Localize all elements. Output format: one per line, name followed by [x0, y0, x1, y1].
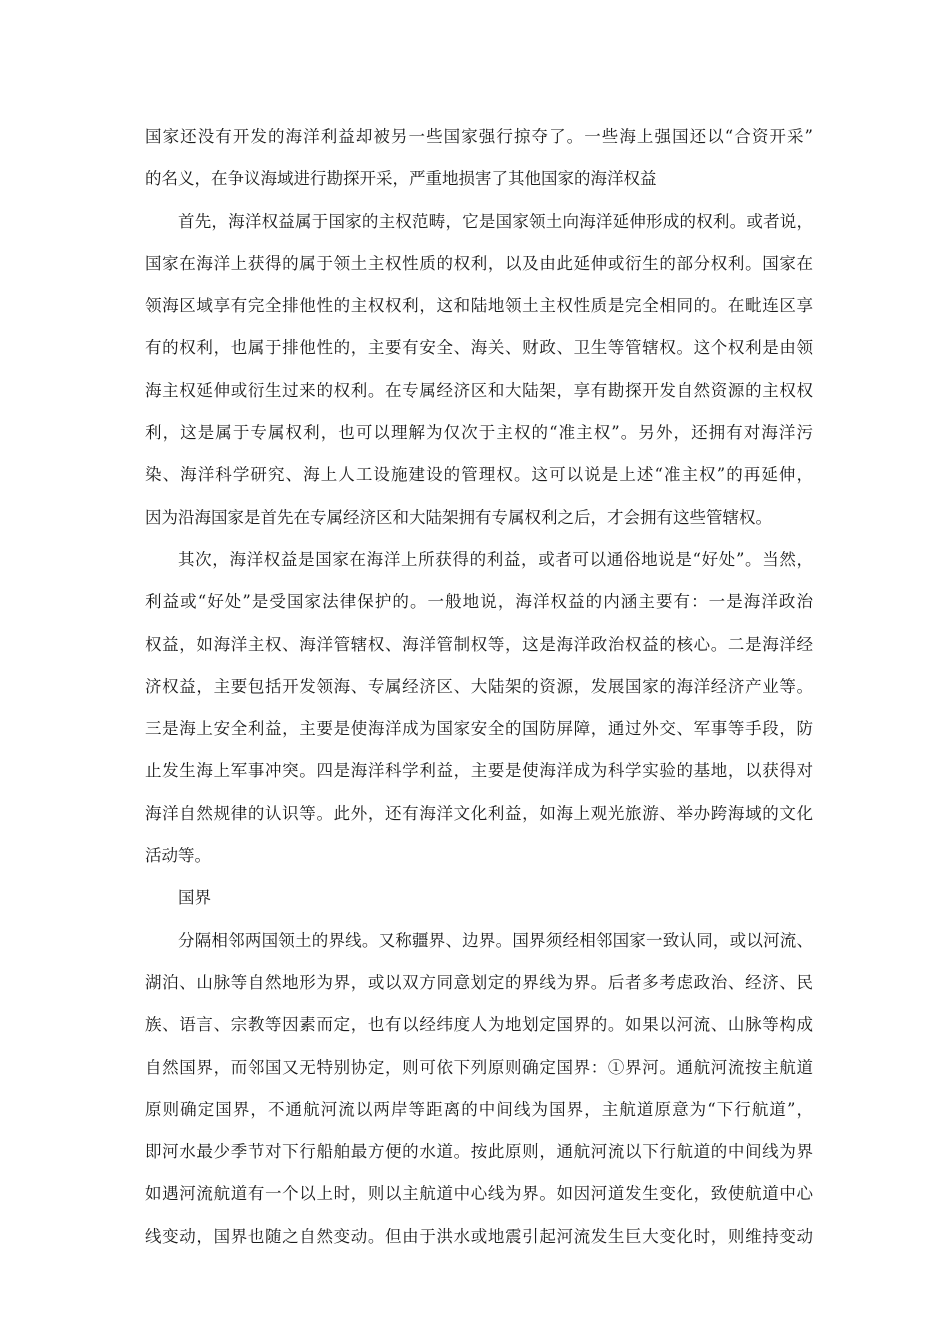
section-heading: 国界: [178, 888, 211, 908]
paragraph-4-line-4: 自然国界，而邻国又无特别协定，则可依下列原则确定国界：①界河。通航河流按主航道: [145, 1057, 813, 1077]
paragraph-4-line-6: 即河水最少季节对下行船舶最方便的水道。按此原则，通航河流以下行航道的中间线为界: [145, 1142, 813, 1162]
paragraph-2-line-4: 有的权利，也属于排他性的，主要有安全、海关、财政、卫生等管辖权。这个权利是由领: [145, 338, 813, 358]
paragraph-3-line-2: 利益或“好处”是受国家法律保护的。一般地说，海洋权益的内涵主要有：一是海洋政治: [145, 592, 813, 612]
paragraph-3-line-5: 三是海上安全利益，主要是使海洋成为国家安全的国防屏障，通过外交、军事等手段，防: [145, 719, 813, 739]
paragraph-3-line-7: 海洋自然规律的认识等。此外，还有海洋文化利益，如海上观光旅游、举办跨海域的文化: [145, 803, 813, 823]
paragraph-3-line-3: 权益，如海洋主权、海洋管辖权、海洋管制权等，这是海洋政治权益的核心。二是海洋经: [145, 634, 813, 654]
paragraph-4-line-2: 湖泊、山脉等自然地形为界，或以双方同意划定的界线为界。后者多考虑政治、经济、民: [145, 972, 813, 992]
paragraph-3-line-4: 济权益，主要包括开发领海、专属经济区、大陆架的资源，发展国家的海洋经济产业等。: [145, 676, 813, 696]
paragraph-1-line-1: 国家还没有开发的海洋利益却被另一些国家强行掠夺了。一些海上强国还以“合资开采”: [145, 127, 813, 146]
paragraph-2-line-8: 因为沿海国家是首先在专属经济区和大陆架拥有专属权利之后，才会拥有这些管辖权。: [145, 507, 772, 527]
paragraph-4-line-3: 族、语言、宗教等因素而定，也有以经纬度人为地划定国界的。如果以河流、山脉等构成: [145, 1015, 813, 1035]
paragraph-4-line-1: 分隔相邻两国领土的界线。又称疆界、边界。国界须经相邻国家一致认同，或以河流、: [178, 930, 813, 950]
paragraph-2-line-7: 染、海洋科学研究、海上人工设施建设的管理权。这可以说是上述“准主权”的再延伸，: [145, 465, 813, 485]
paragraph-4-line-7: 如遇河流航道有一个以上时，则以主航道中心线为界。如因河道发生变化，致使航道中心: [145, 1184, 813, 1204]
paragraph-1-line-2: 的名义，在争议海域进行勘探开采，严重地损害了其他国家的海洋权益: [145, 169, 657, 189]
paragraph-2-line-1: 首先，海洋权益属于国家的主权范畴，它是国家领土向海洋延伸形成的权利。或者说，: [178, 211, 813, 231]
paragraph-3-line-1: 其次，海洋权益是国家在海洋上所获得的利益，或者可以通俗地说是“好处”。当然，: [178, 549, 813, 569]
paragraph-4-line-8: 线变动，国界也随之自然变动。但由于洪水或地震引起河流发生巨大变化时，则维持变动: [145, 1226, 813, 1246]
paragraph-2-line-5: 海主权延伸或衍生过来的权利。在专属经济区和大陆架，享有勘探开发自然资源的主权权: [145, 380, 813, 400]
paragraph-2-line-6: 利，这是属于专属权利，也可以理解为仅次于主权的“准主权”。另外，还拥有对海洋污: [145, 423, 813, 443]
paragraph-2-line-3: 领海区域享有完全排他性的主权权利，这和陆地领土主权性质是完全相同的。在毗连区享: [145, 296, 813, 316]
paragraph-2-line-2: 国家在海洋上获得的属于领土主权性质的权利，以及由此延伸或衍生的部分权利。国家在: [145, 253, 813, 273]
document-body: [145, 116, 813, 1258]
paragraph-3-line-8: 活动等。: [145, 846, 211, 866]
paragraph-4-line-5: 原则确定国界，不通航河流以两岸等距离的中间线为国界，主航道原意为“下行航道”，: [145, 1099, 813, 1119]
paragraph-3-line-6: 止发生海上军事冲突。四是海洋科学利益，主要是使海洋成为科学实验的基地，以获得对: [145, 761, 813, 781]
